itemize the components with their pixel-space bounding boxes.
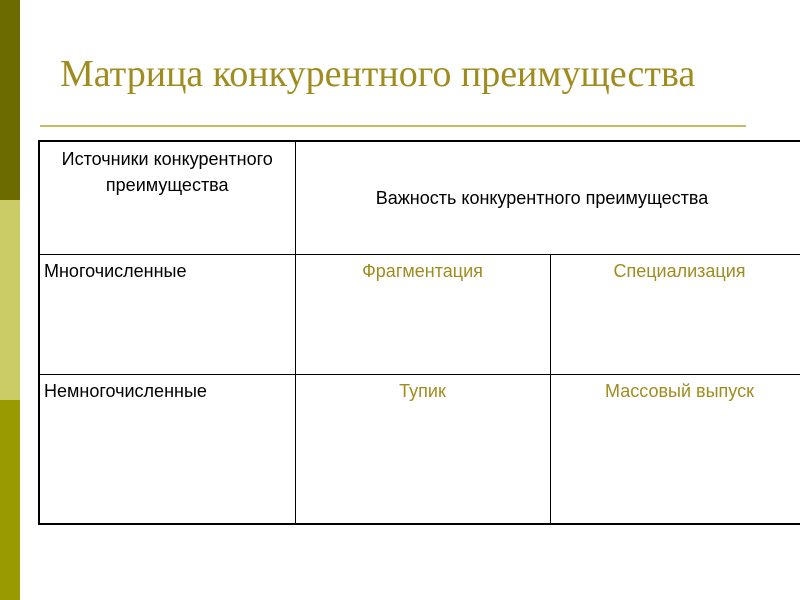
matrix-cell-value: Фрагментация — [362, 261, 483, 281]
title-underline — [40, 125, 746, 127]
header-importance-label: Важность конкурентного преимущества — [375, 187, 709, 208]
sidebar-stripe-dark — [0, 0, 20, 200]
row-label: Многочисленные — [44, 261, 187, 281]
matrix-cell-value: Специализация — [613, 261, 746, 281]
header-sources-label: Источники конкурентного преимущества — [61, 149, 273, 195]
row-label-cell — [39, 375, 295, 525]
matrix-cell-value: Массовый выпуск — [605, 381, 754, 401]
sidebar-stripe-mid — [0, 400, 20, 600]
table-header-row — [39, 141, 800, 255]
header-importance-cell — [295, 141, 800, 255]
matrix-cell — [295, 375, 550, 525]
matrix-cell-value: Тупик — [399, 381, 446, 401]
matrix-cell — [295, 255, 550, 375]
sidebar-stripe-light — [0, 200, 20, 400]
matrix-cell — [550, 375, 800, 525]
row-label: Немногочисленные — [44, 381, 207, 401]
row-label-cell — [39, 255, 295, 375]
table-row — [39, 255, 800, 375]
competitive-advantage-matrix — [38, 140, 800, 525]
matrix-cell — [550, 255, 800, 375]
slide-title: Матрица конкурентного преимущества — [60, 53, 696, 95]
header-sources-cell — [39, 141, 295, 255]
table-row — [39, 375, 800, 525]
